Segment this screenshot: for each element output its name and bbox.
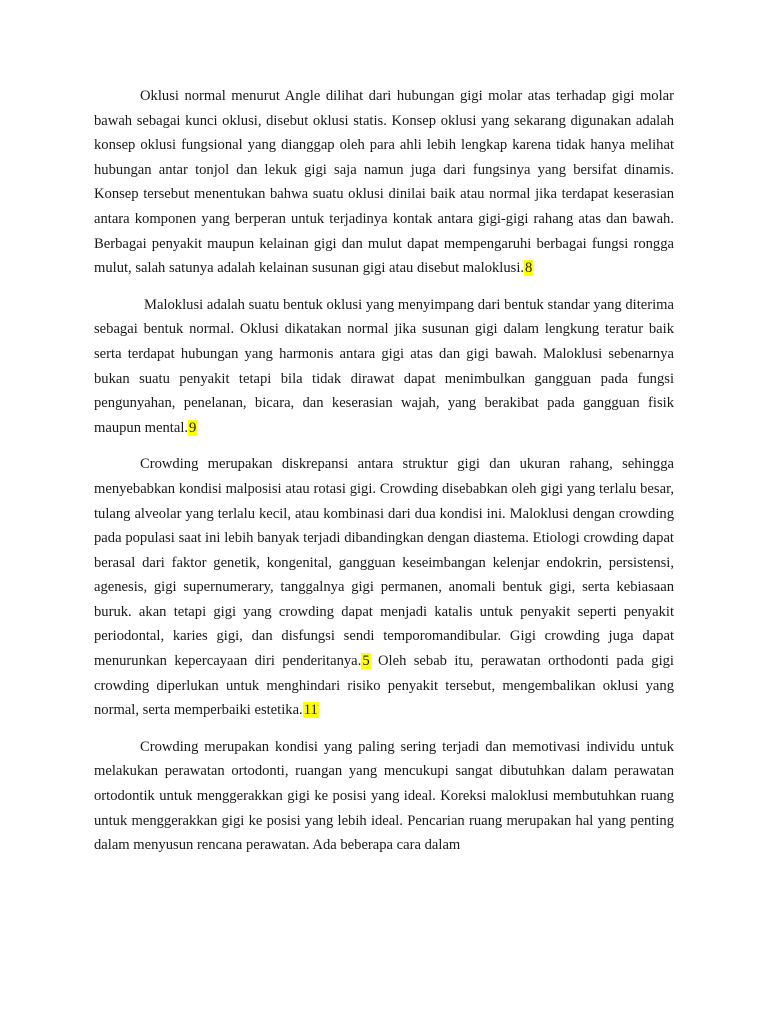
paragraph-crowding-treatment (94, 735, 674, 858)
paragraph-text: Maloklusi adalah suatu bentuk oklusi yang menyimpang dari bentuk standar yang diterima sebagai bentuk normal. Oklusi dikatakan normal jika susunan gigi dalam lengkung teratur baik serta terdapat hubungan yang harmonis antara gigi atas dan gigi bawah. Maloklusi sebenarnya bukan suatu penyakit tetapi bila tidak dirawat dapat menimbulkan gangguan pada fungsi pengunyahan, penelanan, bicara, dan keserasian wajah, yang berakibat pada gangguan fisik maupun mental. (94, 296, 674, 436)
citation-highlight: 11 (303, 702, 318, 719)
paragraph-crowding-definition (94, 452, 674, 723)
paragraph-normal-occlusion (94, 84, 674, 281)
paragraph-text-continued: Oleh sebab itu, perawatan orthodonti pada gigi crowding diperlukan untuk menghindari risiko penyakit tersebut, mengembalikan oklusi yang normal, serta memperbaiki estetika. (94, 653, 674, 719)
citation-highlight: 9 (189, 419, 197, 436)
citation-highlight: 8 (525, 260, 533, 277)
paragraph-text: Crowding merupakan kondisi yang paling sering terjadi dan memotivasi individu untuk melakukan perawatan ortodonti, ruangan yang mencukupi sangat dibutuhkan dalam perawatan ortodontik untuk menggerakkan gigi ke posisi yang ideal. Koreksi maloklusi membutuhkan ruang untuk menggerakkan gigi ke posisi yang lebih ideal. Pencarian ruang merupakan hal yang penting dalam menyusun rencana perawatan. Ada beberapa cara dalam (94, 738, 674, 854)
paragraph-malocclusion (94, 293, 674, 441)
paragraph-text: Crowding merupakan diskrepansi antara struktur gigi dan ukuran rahang, sehingga menyebabkan kondisi malposisi atau rotasi gigi. Crowding disebabkan oleh gigi yang terlalu besar, tulang alveolar yang terlalu kecil, atau kombinasi dari dua kondisi ini. Maloklusi dengan crowding pada populasi saat ini lebih banyak terjadi dibandingkan dengan diastema. Etiologi crowding dapat berasal dari faktor genetik, kongenital, gangguan keseimbangan kelenjar endokrin, persistensi, agenesis, gigi supernumerary, tanggalnya gigi permanen, anomali bentuk gigi, serta kebiasaan buruk. akan tetapi gigi yang crowding dapat menjadi katalis untuk penyakit seperti penyakit periodontal, karies gigi, dan disfungsi sendi temporomandibular. Gigi crowding juga dapat menurunkan kepercayaan diri penderitanya. (94, 456, 674, 670)
paragraph-text: Oklusi normal menurut Angle dilihat dari hubungan gigi molar atas terhadap gigi molar bawah sebagai kunci oklusi, disebut oklusi statis. Konsep oklusi yang sekarang digunakan adalah konsep oklusi fungsional yang dianggap oleh para ahli lebih lengkap karena tidak hanya melihat hubungan antar tonjol dan lekuk gigi saja namun juga dari fungsinya yang bersifat dinamis. Konsep tersebut menentukan bahwa suatu oklusi dinilai baik atau normal jika terdapat keserasian antara komponen yang berperan untuk terjadinya kontak antara gigi-gigi rahang atas dan bawah. Berbagai penyakit maupun kelainan gigi dan mulut dapat mempengaruhi berbagai fungsi rongga mulut, salah satunya adalah kelainan susunan gigi atau disebut maloklusi. (94, 88, 674, 277)
document-body (94, 84, 674, 870)
citation-highlight: 5 (362, 653, 370, 670)
